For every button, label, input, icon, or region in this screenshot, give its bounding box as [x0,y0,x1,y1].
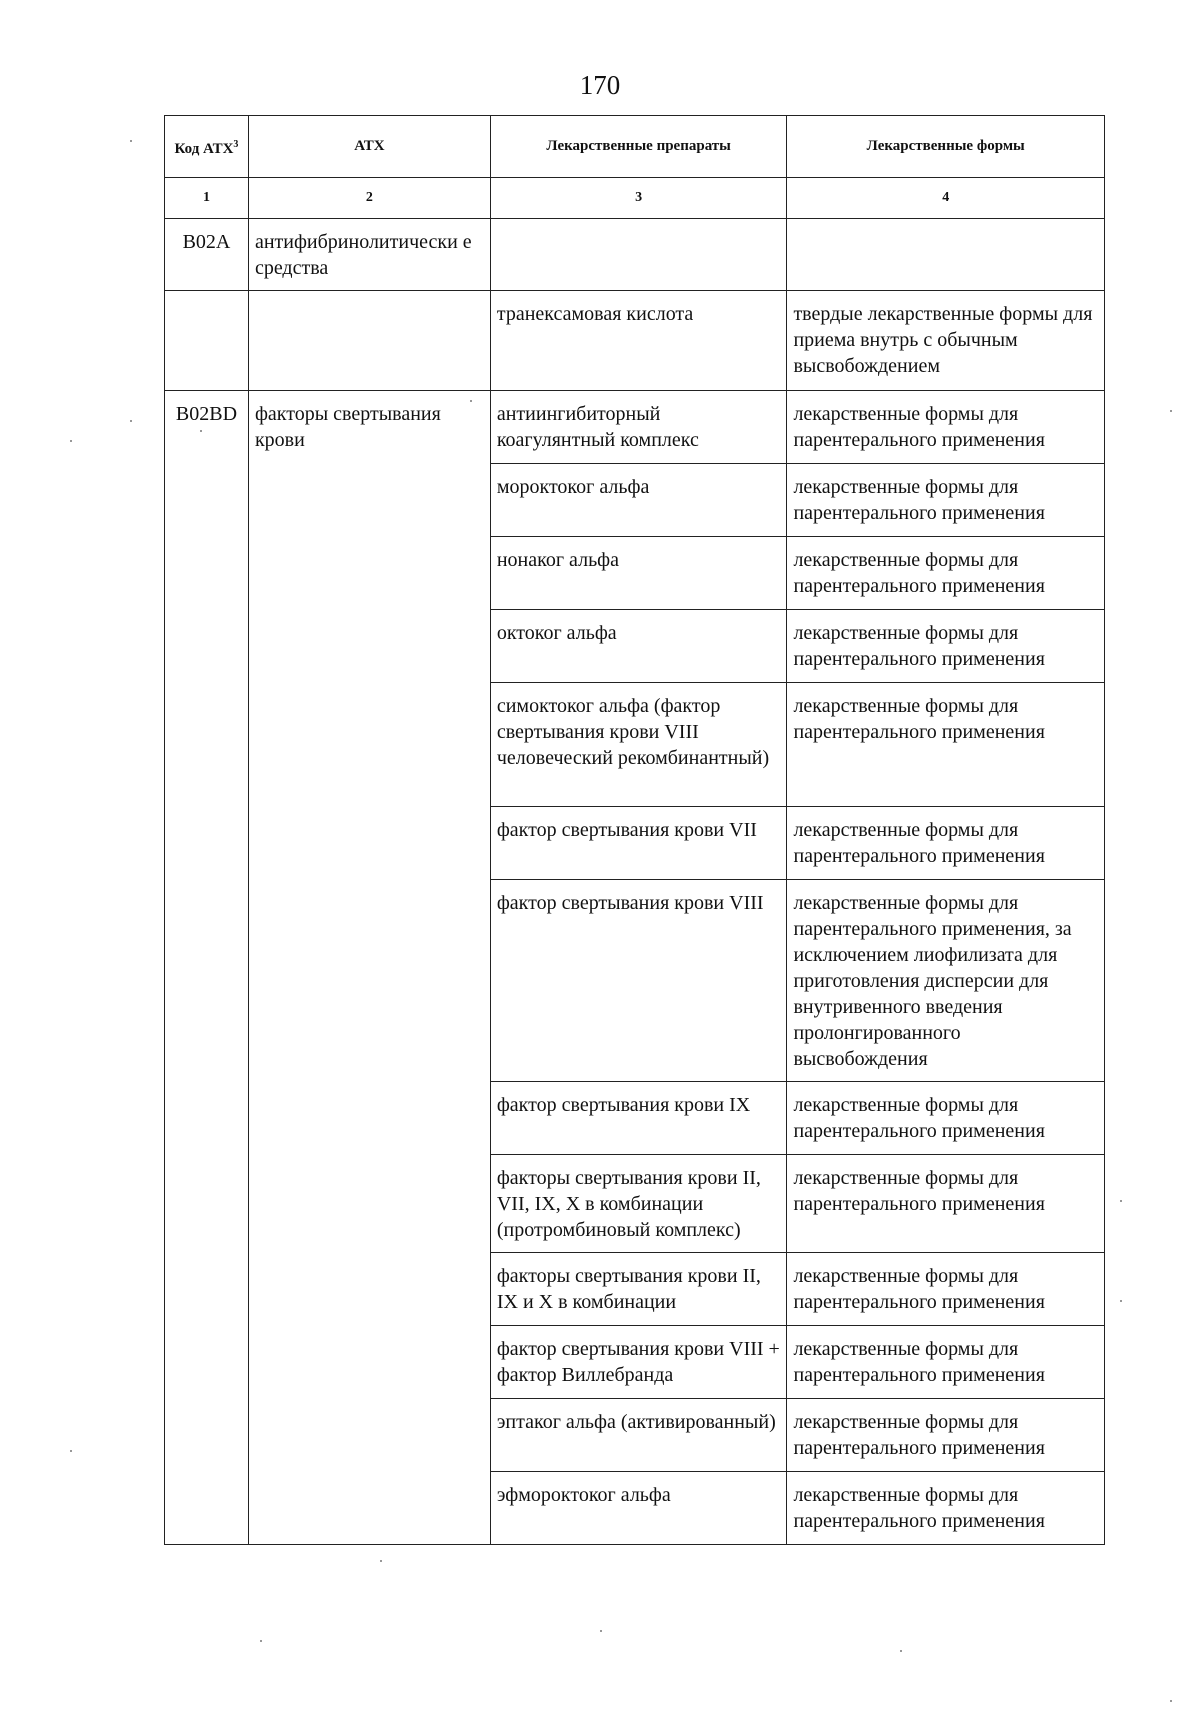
form-cell: лекарственные формы для парентерального применения, за исключением лиофилизата для приготовления дисперсии для внутривенного введения пролонгированного высвобождения [787,880,1105,1082]
form-cell-empty [787,219,1105,291]
drug-cell: факторы свертывания крови II, VII, IX, X в комбинации (протромбиновый комплекс) [490,1155,787,1253]
drug-cell: нонаког альфа [490,537,787,610]
footnote-marker: 3 [233,138,239,150]
scan-speck [1170,410,1172,412]
scan-speck [70,1450,72,1452]
form-cell: лекарственные формы для парентерального применения [787,1472,1105,1545]
form-cell: лекарственные формы для парентерального применения [787,807,1105,880]
drug-cell-empty [490,219,787,291]
header-atc: АТХ [248,116,490,178]
header-atc-code-label: Код АТХ [174,140,234,157]
scan-speck [470,400,472,402]
column-number-row [165,178,1105,219]
scan-speck [130,140,132,142]
form-cell: лекарственные формы для парентерального применения [787,1399,1105,1472]
drug-cell: мороктоког альфа [490,464,787,537]
table-header-row [165,116,1105,178]
atc-code-cell-empty [165,291,249,391]
drug-cell: фактор свертывания крови VII [490,807,787,880]
form-cell: лекарственные формы для парентерального применения [787,1253,1105,1326]
atc-code-cell: B02A [165,219,249,291]
form-cell: лекарственные формы для парентерального применения [787,610,1105,683]
table-row-b02a [165,219,1105,291]
atc-name-cell: антифибринолитически е средства [248,219,490,291]
scan-speck [200,430,202,432]
form-cell: лекарственные формы для парентерального применения [787,391,1105,464]
form-cell: лекарственные формы для парентерального применения [787,464,1105,537]
column-number-4: 4 [787,178,1105,219]
drug-cell: эптаког альфа (активированный) [490,1399,787,1472]
atc-name-cell: факторы свертывания крови [248,391,490,1545]
atc-name-cell-empty [248,291,490,391]
drug-cell: факторы свертывания крови II, IX и X в комбинации [490,1253,787,1326]
table-row [165,391,1105,464]
atc-code-cell: B02BD [165,391,249,1545]
page-number: 170 [579,70,621,100]
column-number-2: 2 [248,178,490,219]
form-cell: лекарственные формы для парентерального применения [787,683,1105,807]
scan-speck [1120,1200,1122,1202]
scan-speck [1120,1300,1122,1302]
form-cell: лекарственные формы для парентерального применения [787,1326,1105,1399]
scan-speck [70,440,72,442]
form-cell: лекарственные формы для парентерального применения [787,537,1105,610]
drug-cell: симоктоког альфа (фактор свертывания крови VIII человеческий рекомбинантный) [490,683,787,807]
drug-cell: фактор свертывания крови VIII + фактор Виллебранда [490,1326,787,1399]
drug-cell: антиингибиторный коагулянтный комплекс [490,391,787,464]
table-row-tranexamic [165,291,1105,391]
header-forms: Лекарственные формы [787,116,1105,178]
scan-speck [1170,1700,1172,1702]
scan-speck [380,1560,382,1562]
header-drugs: Лекарственные препараты [490,116,787,178]
drug-cell: фактор свертывания крови VIII [490,880,787,1082]
header-atc-code [165,116,249,178]
column-number-1: 1 [165,178,249,219]
scan-speck [900,1650,902,1652]
scan-speck [260,1640,262,1642]
drug-cell: транексамовая кислота [490,291,787,391]
drug-cell: октоког альфа [490,610,787,683]
atc-drug-table [164,115,1105,1545]
drug-cell: эфмороктоког альфа [490,1472,787,1545]
scan-speck [130,420,132,422]
form-cell: твердые лекарственные формы для приема внутрь с обычным высвобождением [787,291,1105,391]
form-cell: лекарственные формы для парентерального применения [787,1155,1105,1253]
form-cell: лекарственные формы для парентерального применения [787,1082,1105,1155]
drug-cell: фактор свертывания крови IX [490,1082,787,1155]
column-number-3: 3 [490,178,787,219]
scan-speck [600,1630,602,1632]
